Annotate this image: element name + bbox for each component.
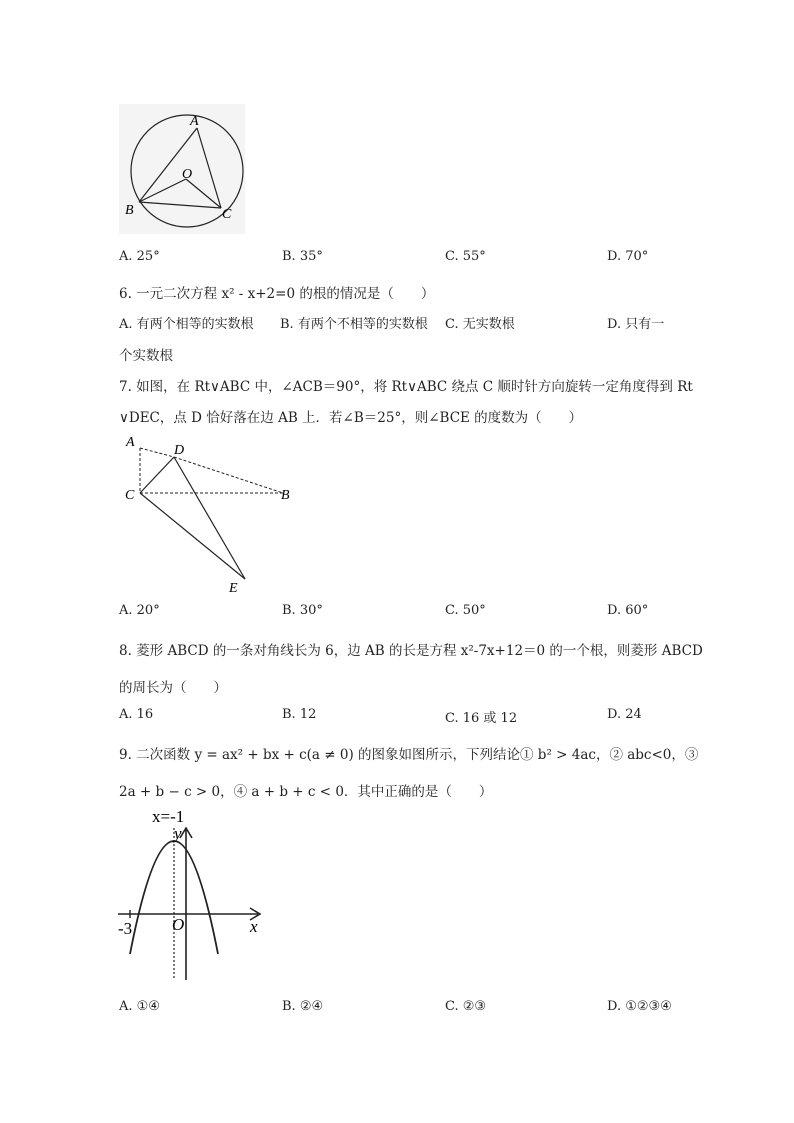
q5-option-b[interactable]: B. 35° bbox=[282, 249, 323, 264]
label-o: O bbox=[182, 167, 193, 182]
label-b: B bbox=[125, 203, 134, 218]
label-d: D bbox=[174, 443, 185, 458]
q6-option-d[interactable]: D. 只有一 bbox=[607, 317, 665, 332]
q9-stem-line1: 9. 二次函数 y = ax² + bx + c(a ≠ 0) 的图象如图所示，下列结论① b² > 4ac，② abc<0，③ bbox=[119, 747, 699, 763]
segment-ad-dashed bbox=[140, 448, 174, 457]
q5-option-a[interactable]: A. 25° bbox=[119, 249, 160, 264]
label-c: C bbox=[222, 207, 232, 222]
label-minus3: -3 bbox=[118, 919, 133, 938]
q7-option-c[interactable]: C. 50° bbox=[445, 603, 486, 618]
q8-option-a[interactable]: A. 16 bbox=[119, 707, 154, 722]
segment-db-dashed bbox=[174, 457, 283, 493]
q9-stem-line2: 2a + b − c > 0，④ a + b + c < 0．其中正确的是（ ） bbox=[119, 784, 493, 800]
label-y: y bbox=[174, 824, 182, 843]
q6-option-c[interactable]: C. 无实数根 bbox=[445, 317, 515, 332]
circle-figure bbox=[119, 104, 245, 234]
label-b: B bbox=[281, 488, 290, 503]
q7-stem-line1: 7. 如图，在 Rt∨ABC 中，∠ACB＝90°，将 Rt∨ABC 绕点 C 顺时针方向旋转一定角度得到 Rt bbox=[119, 379, 693, 395]
q8-stem-line2: 的周长为（ ） bbox=[119, 680, 227, 696]
q6-stem: 6. 一元二次方程 x² - x+2=0 的根的情况是（ ） bbox=[119, 286, 435, 302]
q7-option-a[interactable]: A. 20° bbox=[119, 603, 160, 618]
q9-option-a[interactable]: A. ①④ bbox=[119, 999, 160, 1014]
q5-option-d[interactable]: D. 70° bbox=[607, 249, 649, 264]
label-a: A bbox=[126, 435, 135, 450]
q8-option-c[interactable]: C. 16 或 12 bbox=[445, 711, 518, 726]
segment-ce bbox=[140, 493, 245, 579]
q6-option-a[interactable]: A. 有两个相等的实数根 bbox=[119, 317, 254, 332]
segment-cd bbox=[140, 457, 174, 493]
q9-option-d[interactable]: D. ①②③④ bbox=[607, 999, 672, 1014]
label-c: C bbox=[125, 488, 135, 503]
label-e: E bbox=[229, 581, 238, 594]
q8-stem-line1: 8. 菱形 ABCD 的一条对角线长为 6，边 AB 的长是方程 x²-7x+12＝0 的一个根，则菱形 ABCD bbox=[119, 643, 703, 659]
q8-option-d[interactable]: D. 24 bbox=[607, 707, 642, 722]
q7-stem-line2: ∨DEC，点 D 恰好落在边 AB 上．若∠B＝25°，则∠BCE 的度数为（ ） bbox=[119, 410, 583, 426]
q6-option-b[interactable]: B. 有两个不相等的实数根 bbox=[280, 317, 428, 332]
label-axis-eq: x=-1 bbox=[152, 807, 185, 826]
q6-option-d-continuation: 个实数根 bbox=[119, 348, 173, 364]
q7-option-d[interactable]: D. 60° bbox=[607, 603, 649, 618]
q9-option-c[interactable]: C. ②③ bbox=[445, 999, 487, 1014]
q9-option-b[interactable]: B. ②④ bbox=[282, 999, 324, 1014]
q8-option-b[interactable]: B. 12 bbox=[282, 707, 317, 722]
parabola-figure bbox=[114, 806, 270, 984]
segment-de bbox=[174, 457, 245, 579]
label-origin: O bbox=[172, 915, 185, 934]
q7-option-b[interactable]: B. 30° bbox=[282, 603, 323, 618]
q5-option-c[interactable]: C. 55° bbox=[445, 249, 486, 264]
label-a: A bbox=[190, 114, 199, 129]
label-x: x bbox=[250, 917, 258, 936]
rotation-figure bbox=[119, 432, 299, 594]
